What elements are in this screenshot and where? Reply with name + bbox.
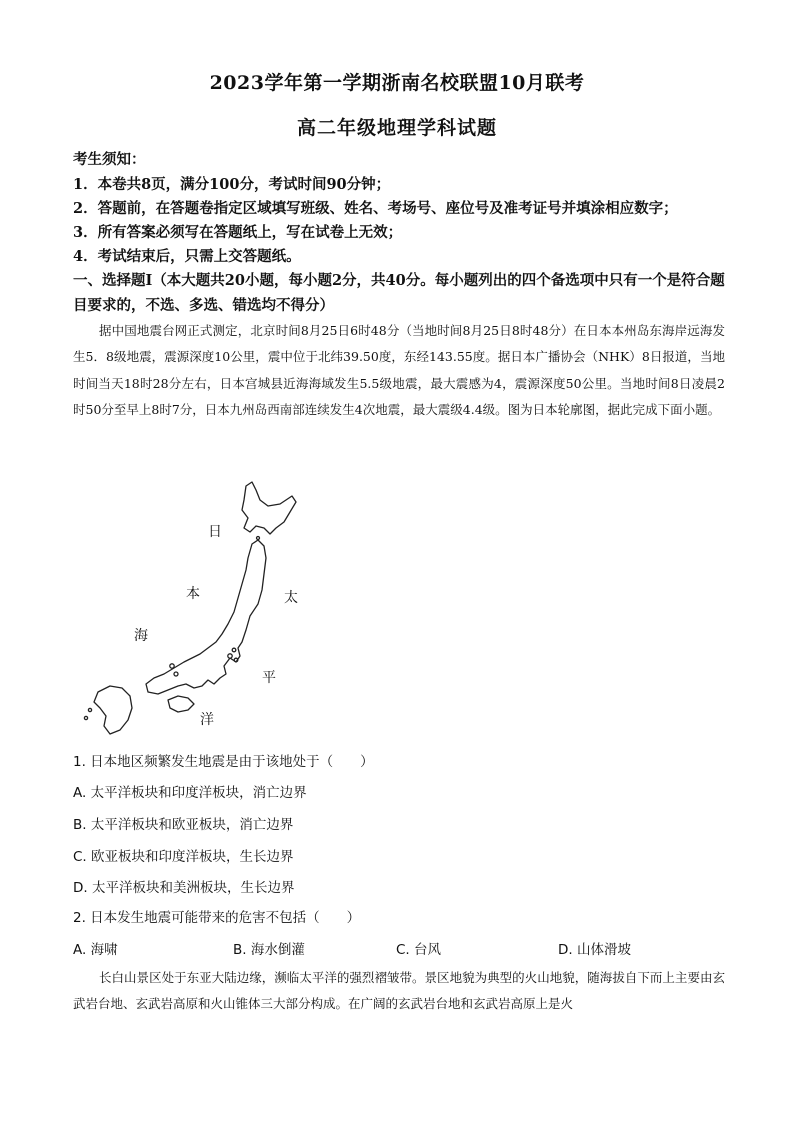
passage-changbai: 长白山景区处于东亚大陆边缘，濒临太平洋的强烈褶皱带。景区地貌为典型的火山地貌，随海拔自下而上主要由玄武岩台地、玄武岩高原和火山锥体三大部分构成。在广阔的玄武岩台地和玄武岩高原上是火 [73, 970, 725, 1012]
island-dot [88, 708, 91, 711]
island-dot [232, 648, 236, 652]
question-1-option-a[interactable]: A. 太平洋板块和印度洋板块，消亡边界 [73, 785, 307, 801]
shikoku-outline [168, 696, 194, 712]
map-label-ri: 日 [208, 524, 222, 540]
island-dot [84, 716, 87, 719]
notice-heading: 考生须知： [73, 151, 146, 168]
map-label-yang: 洋 [200, 712, 214, 728]
map-label-ben: 本 [186, 586, 200, 602]
exam-title: 2023学年第一学期浙南名校联盟10月联考 [209, 72, 585, 94]
island-dot [234, 658, 238, 662]
question-1-stem: 1. 日本地区频繁发生地震是由于该地处于（ ） [73, 754, 374, 770]
japan-outline-map [70, 478, 370, 740]
section-heading: 一、选择题Ⅰ（本大题共20小题，每小题2分，共40分。每小题列出的四个备选项中只有一个是符合题目要求的，不选、多选、错选均不得分） [73, 272, 725, 314]
question-2-option-d[interactable]: D. 山体滑坡 [558, 942, 631, 958]
map-label-ping: 平 [262, 670, 276, 686]
island-dot [174, 672, 178, 676]
hokkaido-outline [242, 482, 296, 534]
question-2-option-b[interactable]: B. 海水倒灌 [233, 942, 305, 958]
question-1-option-d[interactable]: D. 太平洋板块和美洲板块，生长边界 [73, 880, 295, 896]
map-label-tai: 太 [284, 590, 298, 606]
notice-item-2: 2．答题前，在答题卷指定区域填写班级、姓名、考场号、座位号及准考证号并填涂相应数字； [73, 200, 678, 217]
question-2-option-c[interactable]: C. 台风 [396, 942, 442, 958]
kyushu-outline [94, 686, 132, 734]
map-label-hai: 海 [134, 628, 148, 644]
notice-item-4: 4．考试结束后，只需上交答题纸。 [73, 248, 301, 265]
question-1-option-c[interactable]: C. 欧亚板块和印度洋板块，生长边界 [73, 849, 294, 865]
exam-subtitle: 高二年级地理学科试题 [296, 117, 497, 139]
notice-item-3: 3．所有答案必须写在答题纸上，写在试卷上无效； [73, 224, 403, 241]
island-dot [257, 537, 260, 540]
passage-earthquake: 据中国地震台网正式测定，北京时间8月25日6时48分（当地时间8月25日8时48分）在日本本州岛东海岸远海发生5．8级地震，震源深度10公里，震中位于北纬39.50度，东经143.55度。据日本广播协会（NHK）8日报道，当地时间当天18时28分左右，日本宫城县近海海域发生5.5级地震，最大震感为4，震源深度50公里。当地时间8日凌晨2时50分至早上8时7分，日本九州岛西南部连续发生4次地震，最大震级4.4级。图为日本轮廓图，据此完成下面小题。 [73, 323, 725, 417]
question-2-stem: 2. 日本发生地震可能带来的危害不包括（ ） [73, 910, 361, 926]
question-1-option-b[interactable]: B. 太平洋板块和欧亚板块，消亡边界 [73, 817, 294, 833]
notice-item-1: 1．本卷共8页，满分100分，考试时间90分钟； [73, 176, 391, 193]
island-dot [170, 664, 174, 668]
honshu-outline [146, 540, 266, 694]
question-2-option-a[interactable]: A. 海啸 [73, 942, 118, 958]
